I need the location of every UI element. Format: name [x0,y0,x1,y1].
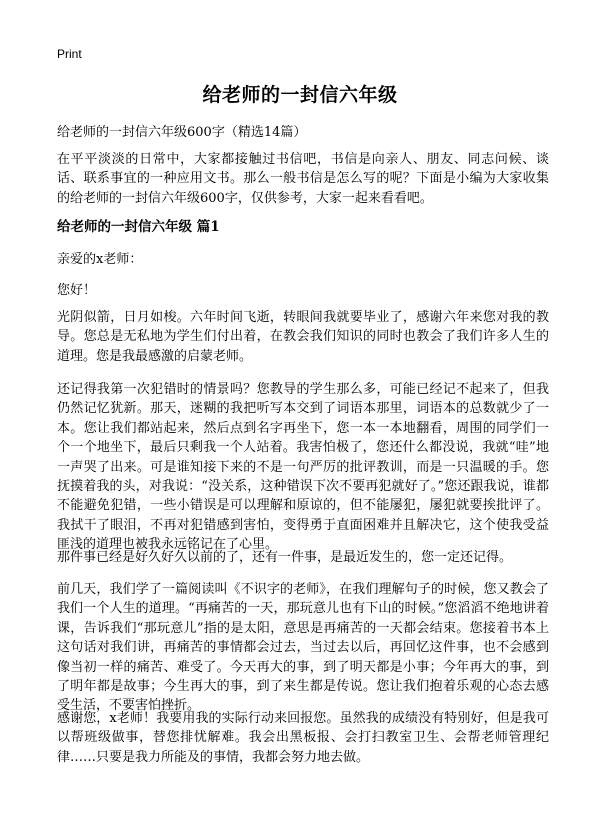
letter-salutation: 亲爱的x老师： [57,252,143,267]
letter-paragraph: 光阴似箭，日月如梭。六年时间飞逝，转眼间我就要毕业了，感谢六年来您对我的教导。您总是无私地为学生们付出着，在教会我们知识的同时也教会了我们许多人生的道理。您是我最感激的启蒙老师。 [57,310,549,364]
print-link[interactable]: Print [57,47,82,61]
section-heading: 给老师的一封信六年级 篇1 [57,219,220,235]
letter-paragraph: 还记得我第一次犯错时的情景吗？您教导的学生那么多，可能已经记不起来了，但我仍然记忆犹新。那天，迷糊的我把听写本交到了词语本那里，词语本的总数就少了一本。您让我们都站起来，然后点到名字再坐下，您一本一本地翻看，周围的同学们一个一个地坐下，最后只剩我一个人站着。我害怕极了，您还什么都没说，我就“哇”地一声哭了出来。可是谁知接下来的不是一句严厉的批评教训，而是一只温暖的手。您抚摸着我的头，对我说：“没关系，这种错误下次不要再犯就好了。”您还跟我说，谁都不能避免犯错，一些小错误是可以理解和原谅的，但不能屡犯，屡犯就要挨批评了。我拭干了眼泪，不再对犯错感到害怕，变得勇于直面困难并且解决它，这个使我受益匪浅的道理也被我永远铭记在了心里。 [57,382,549,553]
letter-greeting: 您好！ [57,283,97,298]
letter-paragraph: 感谢您，x老师！我要用我的实际行动来回报您。虽然我的成绩没有特别好，但是我可以帮班级做事，替您排忧解难。我会出黑板报、会打扫教室卫生、会帮老师管理纪律……只要是我力所能及的事情，我都会努力地去做。 [57,711,549,765]
intro-paragraph: 在平平淡淡的日常中，大家都接触过书信吧，书信是向亲人、朋友、同志问候、谈话、联系事宜的一种应用文书。那么一般书信是怎么写的呢？下面是小编为大家收集的给老师的一封信六年级600字，仅供参考，大家一起来看看吧。 [57,152,549,206]
document-subtitle: 给老师的一封信六年级600字（精选14篇） [57,125,307,140]
page-title: 给老师的一封信六年级 [202,84,398,106]
letter-paragraph: 前几天，我们学了一篇阅读叫《不识字的老师》，在我们理解句子的时候，您又教会了我们一个人生的道理。“再痛苦的一天，那玩意儿也有下山的时候。”您滔滔不绝地讲着课，告诉我们“那玩意儿”指的是太阳，意思是再痛苦的一天都会结束。您接着书本上这句话对我们讲，再痛苦的事情都会过去，当过去以后，再回忆这件事，也不会感到像当初一样的痛苦、难受了。今天再大的事，到了明天都是小事；今年再大的事，到了明年都是故事；今生再大的事，到了来生都是传说。您让我们抱着乐观的心态去感受生活，不要害怕挫折。 [57,582,549,714]
letter-paragraph: 那件事已经是好久好久以前的了，还有一件事，是最近发生的，您一定还记得。 [57,550,513,565]
